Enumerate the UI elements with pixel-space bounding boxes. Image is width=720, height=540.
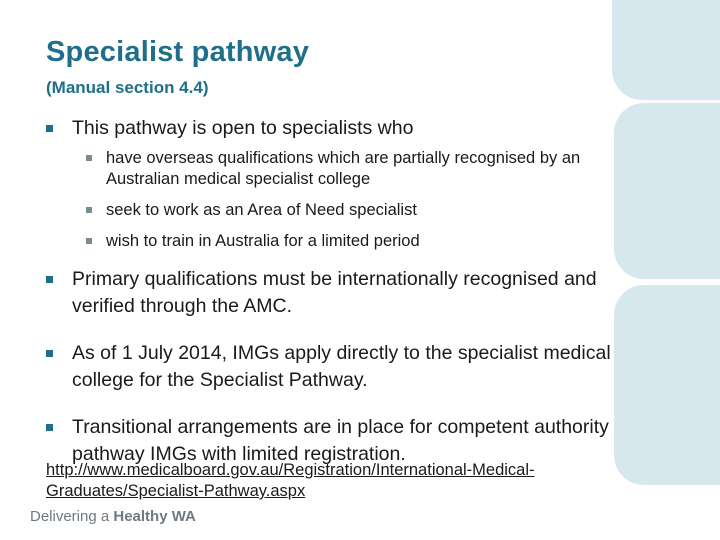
specialist-pathway-link[interactable]: http://www.medicalboard.gov.au/Registration/International-Medical-Graduates/Specialist-Pathway.aspx: [46, 461, 535, 500]
bullet-text: Primary qualifications must be internationally recognised and verified through the AMC.: [72, 268, 597, 317]
square-bullet-icon: [86, 207, 92, 213]
square-bullet-icon: [86, 238, 92, 244]
footer-tagline: [30, 508, 196, 525]
sub-bullet-list: [46, 148, 646, 252]
footer-tagline-prefix: Delivering a: [30, 508, 114, 525]
sub-bullet-text: have overseas qualifications which are partially recognised by an Australian medical specialist college: [106, 149, 581, 188]
sub-bullet-item: [46, 148, 646, 190]
square-bullet-icon: [46, 276, 53, 283]
sub-bullet-item: [46, 231, 646, 252]
decorative-block-top: [612, 0, 720, 100]
footer-tagline-emphasis: Healthy WA: [113, 508, 196, 525]
slide-content: [46, 115, 646, 468]
bullet-text: As of 1 July 2014, IMGs apply directly to the specialist medical college for the Specialist Pathway.: [72, 342, 611, 391]
square-bullet-icon: [46, 424, 53, 431]
square-bullet-icon: [46, 350, 53, 357]
bullet-intro: [46, 115, 646, 142]
bullet-text: This pathway is open to specialists who: [72, 117, 414, 139]
sub-bullet-text: seek to work as an Area of Need specialist: [106, 201, 417, 219]
square-bullet-icon: [86, 155, 92, 161]
square-bullet-icon: [46, 125, 53, 132]
sub-bullet-text: wish to train in Australia for a limited period: [106, 232, 420, 250]
bullet-as-of-date: [46, 340, 646, 394]
slide-title: Specialist pathway: [46, 36, 310, 68]
slide-subtitle: (Manual section 4.4): [46, 78, 209, 97]
bullet-primary-qualifications: [46, 266, 646, 320]
sub-bullet-item: [46, 200, 646, 221]
bullet-text: Transitional arrangements are in place for competent authority pathway IMGs with limited registration.: [72, 416, 609, 465]
